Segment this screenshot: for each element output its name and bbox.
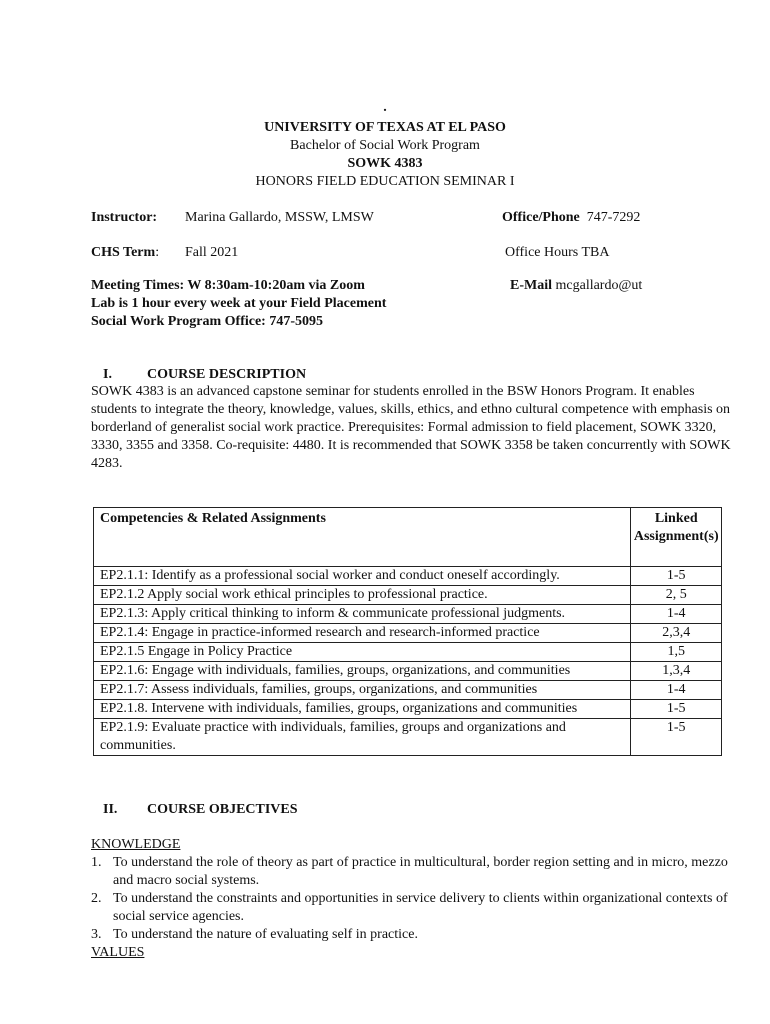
instructor-label: Instructor: <box>91 210 158 225</box>
linked-assignment: 2,3,4 <box>631 624 722 643</box>
linked-assignment: 1-5 <box>631 700 722 719</box>
meeting-times: Meeting Times: W 8:30am-10:20am via Zoom <box>91 278 365 293</box>
course-code: SOWK 4383 <box>347 156 423 171</box>
objectives-list <box>91 854 731 944</box>
office-phone-label: Office/Phone <box>502 210 580 225</box>
table-header-row <box>94 508 722 567</box>
table-row <box>94 605 722 624</box>
objective-number: 1. <box>91 855 102 870</box>
linked-assignment: 2, 5 <box>631 586 722 605</box>
competencies-header: Competencies & Related Assignments <box>94 508 631 567</box>
term-value: Fall 2021 <box>185 245 239 260</box>
competency-text: EP2.1.4: Engage in practice-informed research and research-informed practice <box>94 624 631 643</box>
objective-number: 3. <box>91 927 102 942</box>
linked-assignments-header: Linked Assignment(s) <box>631 508 722 567</box>
linked-assignment: 1-5 <box>631 567 722 586</box>
linked-assignment: 1,3,4 <box>631 662 722 681</box>
objective-text: To understand the role of theory as part of practice in multicultural, border region setting and in micro, mezzo and macro social systems. <box>113 855 728 888</box>
table-row <box>94 719 722 756</box>
linked-assignment: 1,5 <box>631 643 722 662</box>
section-1-numeral: I. <box>103 367 112 382</box>
table-row <box>94 662 722 681</box>
office-phone <box>502 209 640 227</box>
email-value: mcgallardo@ut <box>555 278 643 293</box>
university-name: UNIVERSITY OF TEXAS AT EL PASO <box>264 120 506 135</box>
email-label: E-Mail <box>510 278 552 293</box>
objective-number: 2. <box>91 891 102 906</box>
list-item <box>91 890 731 926</box>
competency-text: EP2.1.5 Engage in Policy Practice <box>94 643 631 662</box>
table-row <box>94 586 722 605</box>
competency-text: EP2.1.9: Evaluate practice with individuals, families, groups and organizations and communities. <box>94 719 631 756</box>
course-description: SOWK 4383 is an advanced capstone seminar for students enrolled in the BSW Honors Program. It enables students to integrate the theory, knowledge, values, skills, ethics, and ethno cultural competence with emphasis on borderland of generalist social work practice. Prerequisites: Formal admission to field placement, SOWK 3320, 3330, 3355 and 3358. Co-requisite: 4480. It is recommended that SOWK 3358 be taken concurrently with SOWK 4283. <box>91 384 731 471</box>
office-hours: Office Hours TBA <box>505 245 610 260</box>
list-item <box>91 926 731 944</box>
values-heading: VALUES <box>91 945 145 960</box>
email <box>510 277 642 295</box>
table-row <box>94 567 722 586</box>
section-2-numeral: II. <box>103 802 118 817</box>
section-1-title: COURSE DESCRIPTION <box>147 367 307 382</box>
term-label-wrap <box>91 244 159 262</box>
table-row <box>94 624 722 643</box>
objective-text: To understand the constraints and opportunities in service delivery to clients within organizational contexts of social service agencies. <box>113 891 728 924</box>
competencies-table <box>93 507 722 756</box>
course-title: HONORS FIELD EDUCATION SEMINAR I <box>255 174 515 189</box>
program-name: Bachelor of Social Work Program <box>290 138 480 153</box>
objective-text: To understand the nature of evaluating self in practice. <box>113 927 418 942</box>
competencies-body <box>94 567 722 756</box>
competency-text: EP2.1.1: Identify as a professional social worker and conduct oneself accordingly. <box>94 567 631 586</box>
competency-text: EP2.1.8. Intervene with individuals, families, groups, organizations and communities <box>94 700 631 719</box>
competency-text: EP2.1.2 Apply social work ethical principles to professional practice. <box>94 586 631 605</box>
term-label: CHS Term <box>91 245 156 260</box>
linked-assignment: 1-4 <box>631 681 722 700</box>
linked-assignment: 1-4 <box>631 605 722 624</box>
term-colon: : <box>155 245 160 260</box>
list-item <box>91 854 731 890</box>
competency-text: EP2.1.3: Apply critical thinking to inform & communicate professional judgments. <box>94 605 631 624</box>
section-2-title: COURSE OBJECTIVES <box>147 802 298 817</box>
table-row <box>94 643 722 662</box>
table-row <box>94 681 722 700</box>
competency-text: EP2.1.7: Assess individuals, families, groups, organizations, and communities <box>94 681 631 700</box>
office-phone-value: 747-7292 <box>586 210 641 225</box>
competency-text: EP2.1.6: Engage with individuals, families, groups, organizations, and communities <box>94 662 631 681</box>
table-row <box>94 700 722 719</box>
header-dot: . <box>383 100 387 115</box>
instructor-value: Marina Gallardo, MSSW, LMSW <box>185 210 374 225</box>
lab-info: Lab is 1 hour every week at your Field Placement <box>91 296 387 311</box>
knowledge-heading: KNOWLEDGE <box>91 837 181 852</box>
linked-assignment: 1-5 <box>631 719 722 756</box>
program-office: Social Work Program Office: 747-5095 <box>91 314 323 329</box>
